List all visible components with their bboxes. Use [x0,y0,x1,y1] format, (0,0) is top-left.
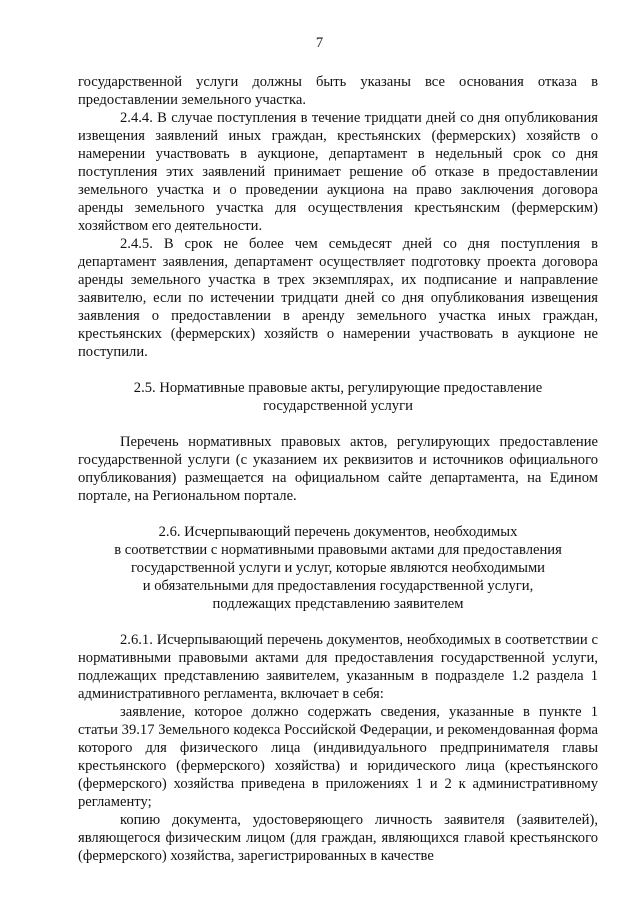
document-body [78,73,598,865]
heading-2-6-line-3: государственной услуги и услуг, которые являются необходимыми [131,560,545,576]
paragraph-application: заявление, которое должно содержать сведения, указанные в пункте 1 статьи 39.17 Земельного кодекса Российской Федерации, и рекомендованная форма которого для физического лица (индивидуального предпринимателя главы крестьянского (фермерского) хозяйства) и юридического лица (крестьянского (фермерского) хозяйства приведена в приложениях 1 и 2 к административному регламенту; [78,704,598,810]
paragraph-2-6-1: 2.6.1. Исчерпывающий перечень документов, необходимых в соответствии с нормативными правовыми актами для предоставления государственной услуги, подлежащих представлению заявителем, указанным в подразделе 1.2 раздела 1 административного регламента, включает в себя: [78,632,598,702]
heading-2-6-line-5: подлежащих представлению заявителем [212,596,464,612]
paragraph-legal-acts: Перечень нормативных правовых актов, регулирующих предоставление государственной услуги (с указанием их реквизитов и источников официального опубликования) размещается на официальном сайте департамента, на Едином портале, на Региональном портале. [78,434,598,504]
section-heading-2-5 [78,379,598,415]
section-heading-2-6 [78,523,598,613]
heading-2-5-line-1: 2.5. Нормативные правовые акты, регулирующие предоставление [133,380,543,396]
paragraph-identity-document: копию документа, удостоверяющего личность заявителя (заявителей), являющегося физическим лицом (для граждан, являющихся главой крестьянского (фермерского) хозяйства, зарегистрированных в качестве [78,812,598,864]
paragraph-continuation: государственной услуги должны быть указаны все основания отказа в предоставлении земельного участка. [78,74,598,108]
page-number: 7 [315,35,324,51]
heading-2-6-line-1: 2.6. Исчерпывающий перечень документов, необходимых [158,524,518,540]
paragraph-2-4-4: 2.4.4. В случае поступления в течение тридцати дней со дня опубликования извещения заявлений иных граждан, крестьянских (фермерских) хозяйств о намерении участвовать в аукционе, департамент в недельный срок со дня поступления этих заявлений принимает решение об отказе в предоставлении земельного участка и о проведении аукциона на право заключения договора аренды земельного участка для осуществления крестьянским (фермерским) хозяйством его деятельности. [78,110,598,234]
paragraph-2-4-5: 2.4.5. В срок не более чем семьдесят дней со дня поступления в департамент заявления, департамент осуществляет подготовку проекта договора аренды земельного участка в трех экземплярах, их подписание и направление заявителю, если по истечении тридцати дней со дня опубликования извещения заявления о предоставлении в аренду земельного участка иных граждан, крестьянских (фермерских) хозяйств о намерении участвовать в аукционе не поступили. [78,236,598,360]
heading-2-6-line-4: и обязательными для предоставления государственной услуги, [142,578,534,594]
heading-2-6-line-2: в соответствии с нормативными правовыми актами для предоставления [114,542,562,558]
heading-2-5-line-2: государственной услуги [263,398,413,414]
